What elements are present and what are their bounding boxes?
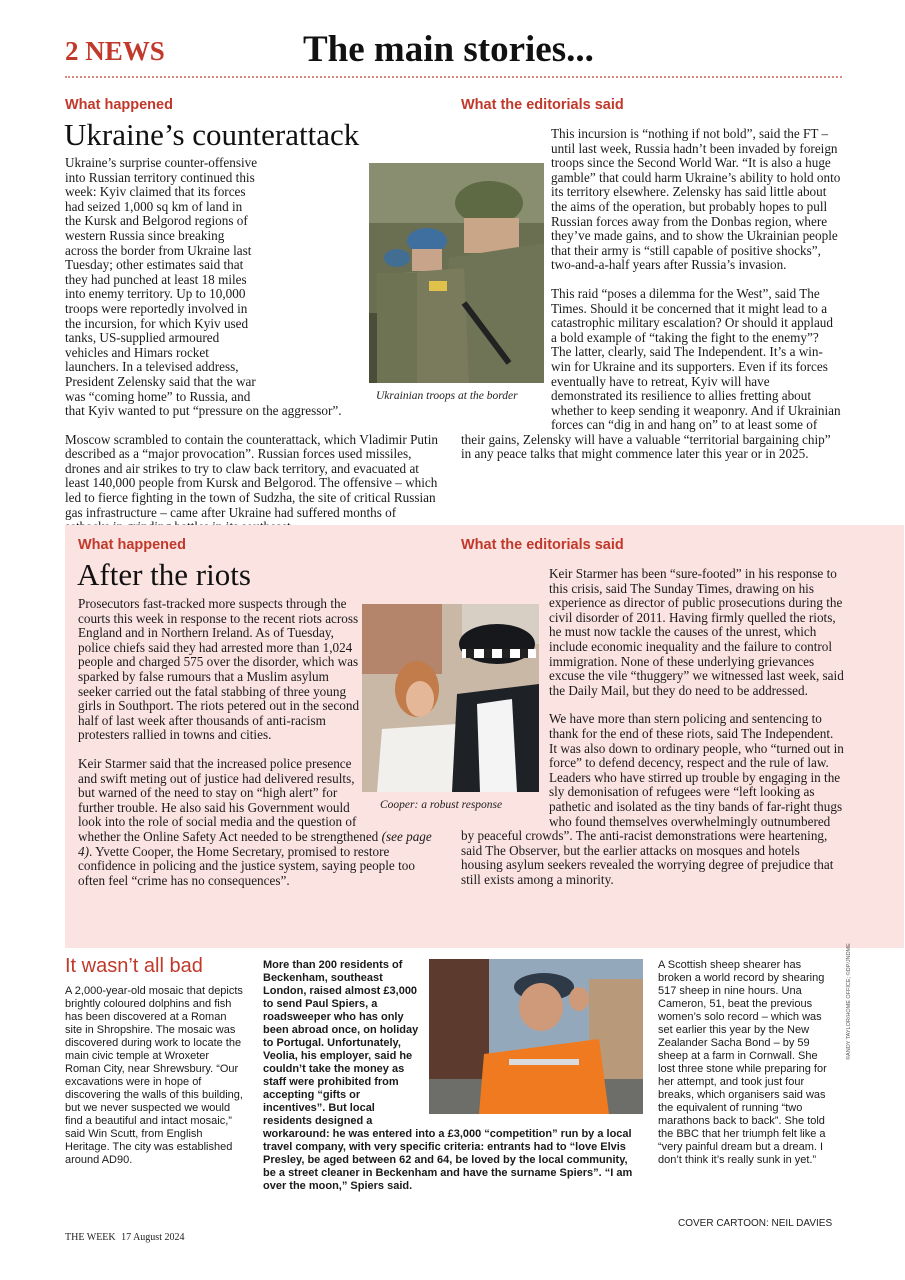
story1-headline: Ukraine’s counterattack — [64, 117, 360, 152]
sidebar-heading: It wasn’t all bad — [65, 955, 203, 977]
footer-date: 17 August 2024 — [121, 1232, 185, 1243]
paul-spiers-photo — [429, 959, 643, 1114]
story1-left-paragraph-1: Ukraine’s surprise counter-offensive into Russian territory continued this week: Kyiv claimed that its forces had seized 1,000 sq km of land in the Kursk and Belgorod regions of western Russia since breaking across the border from Ukraine last Tuesday; other estimates said that they had punched at least 18 miles into enemy territory. Up to 10,000 troops were reportedly involved in the incursion, for which Kyiv used tanks, US-supplied armoured vehicles and Himars rocket launchers. In a televised address, President Zelensky said that the war was “coming home” to Russia, and that Kyiv wanted to put “pressure on the aggressor”. — [65, 155, 342, 419]
sidebar-roadsweeper-text: More than 200 residents of Beckenham, southeast London, raised almost £3,000 to send Paul Spiers, a roadsweeper who has only been abroad once, on holiday to Portugal. Unfortunately, Veolia, his employer, said he couldn’t take the money as staff were prohibited from accepting “gifts or incentives”. But local residents designed a workaround: he was entered into a £3,000 “competition” run by a local travel company, with very specific criteria: entrants had to “love Elvis Presley, be aged between 62 and 64, be loved by the local community, be a street cleaner in Beckenham and have the surname Spiers”. “I am over the moon,” Spiers said. — [263, 959, 633, 1192]
story2-left-kicker: What happened — [78, 537, 186, 553]
story2-right-paragraph-1: Keir Starmer has been “sure-footed” in his response to this crisis, said The Sunday Times, drawing on his experience as director of public prosecutions during the civil disorder of 2011. Having firmly quelled the riots, he must now tackle the causes of the unrest, which include economic inequality and the failure to control immigration. None of these underlying grievances excuse the vile “thuggery” we witnessed last week, said the Daily Mail, but they do need to be addressed. — [549, 566, 844, 698]
footer-publication: THE WEEK — [65, 1232, 116, 1243]
cover-cartoon-credit: COVER CARTOON: NEIL DAVIES — [678, 1218, 833, 1229]
section-label: NEWS — [85, 36, 165, 66]
story1-left-paragraph-2: Moscow scrambled to contain the counterattack, which Vladimir Putin described as a “major provocation”. Russian forces used missiles, drones and air strikes to try to claw back territory, and evacuated at least 140,000 people from Kursk and Belgorod. The offensive – which led to fierce fighting in the town of Sudzha, the site of critical Russian gas infrastructure – came after Ukraine had suffered months of — [65, 431, 438, 520]
story1-right-paragraph-1: This incursion is “nothing if not bold”, said the FT – until last week, Russia hadn’t been invaded by foreign troops since the Second World War. “It is also a huge gamble” that could harm Ukraine’s ability to hold onto its territory elsewhere. Zelensky has said little about the aims of the operation, but probably hopes to pull Russian forces away from the Donbas region, where they’ve made gains, and to show the Ukrainian people that their army is “still capable of positive shocks”, two-and-a-half years after Russia’s invasion. — [551, 126, 841, 273]
story2-right-paragraph-2: We have more than stern policing and sentencing to thank for the end of these riots, said The Independent. It was also down to ordinary people, who “turned out in force” to defend decency, respect and the rule of law. Leaders who have stirred up trouble by engaging in the sly demonisation of refugees were “left looking as pathetic and isolated as the tiny bands of far-right thugs who found themselves overwhelmingly outnumbered by peaceful crowds”. The anti-racist demonstrations were heartening, said The Observer, but the earlier attacks on mosques and hotels housing asylum seekers revealed the worrying degree of prejudice that still exists among a minority. — [461, 711, 844, 887]
page-title: The main stories... — [303, 29, 594, 70]
sidebar-sheep-shearer-story: A Scottish sheep shearer has broken a world record by shearing 517 sheep in nine hours. Una Cameron, 51, beat the previous women’s solo record – which was set earlier this year by the New Zealander Sacha Bond – by 59 sheep at a farm in Cornwall. She lost three stone while preparing for her attempt, and took just four breaks, which organisers said was the equivalent of running “two marathons back to back”. She told the BBC that her triumph felt like a “very painful dream but a dream. I don’t think it’s really sunk in yet.” — [658, 959, 827, 1166]
story1-right-kicker: What the editorials said — [461, 97, 624, 113]
story2-photo-caption: Cooper: a robust response — [380, 799, 503, 811]
cooper-police-illustration — [362, 604, 539, 792]
story2-left-p2-text-b: . Yvette Cooper, the Home Secretary, promised to restore confidence in policing and the justice system, saying people too often feel “crime has no consequences”. — [78, 843, 415, 888]
roadsweeper-illustration — [429, 959, 643, 1114]
story2-headline: After the riots — [77, 557, 251, 592]
sidebar-mosaic-story: A 2,000-year-old mosaic that depicts brightly coloured dolphins and fish has been discovered at a Roman site in Shropshire. The mosaic was discovered during work to locate the main civic temple at Wroxeter Roman City, near Shrewsbury. “Our excavations were in hope of discovering the walls of this building, but we never suspected we would find a beautiful and intact mosaic,” said Win Scutt, from English Heritage. The city was established around AD90. — [65, 985, 243, 1166]
story1-left-kicker: What happened — [65, 97, 173, 113]
story2-left-paragraph-1: Prosecutors fast-tracked more suspects through the courts this week in response to the recent riots across England and in Northern Ireland. As of Tuesday, police chiefs said they had arrested more than 1,024 people and charged 575 over the disorder, which was sparked by false rumours that a Muslim asylum seeker carried out the fatal stabbing of three young girls in Southport. The riots petered out in the second half of last week after thousands of anti-racism protesters rallied in towns and cities. — [78, 596, 360, 743]
page-number: 2 — [65, 36, 79, 66]
footer-publication-date — [65, 1232, 184, 1243]
photo-credit: ©ANDY TAYLOR/HOME OFFICE; ©DP/JNDME — [846, 943, 852, 1060]
story1-photo-caption: Ukrainian troops at the border — [376, 390, 518, 402]
ukrainian-troops-illustration — [369, 163, 544, 383]
story1-right-paragraph-2: This raid “poses a dilemma for the West”, said The Times. Should it be concerned that it might lead to a catastrophic military escalation? Or should it applaud a bold example of “taking the fight to the enemy”? The latter, clearly, said The Independent. It’s a win-win for Ukraine and its supporters. Even if its forces eventually have to retreat, Kyiv will have demonstrated its resilience to allies fretting about whether to keep sending it weaponry. And if Ukrainian forces can “dig in and hang on” to at least some of their gains, Zelensky will have a valuable “territorial bargaining chip” in any peace talks that might commence later this year or in 2025. — [461, 285, 841, 462]
story2-right-kicker: What the editorials said — [461, 537, 624, 553]
story2-page-ref: (see page 4) — [78, 828, 432, 859]
page-number-section — [65, 36, 165, 67]
cooper-photo — [362, 604, 539, 792]
story2-left-p2-text-a: Keir Starmer said that the increased police presence and swift meting out of justice had delivered results, but warned of the need to stay on “high alert” for further trouble. He also said his Government would look into the role of social media and the question of whether the Online Safety Act needed to be strengthened — [78, 755, 382, 844]
ukrainian-troops-photo — [369, 163, 544, 383]
header-dotted-rule — [65, 76, 842, 78]
